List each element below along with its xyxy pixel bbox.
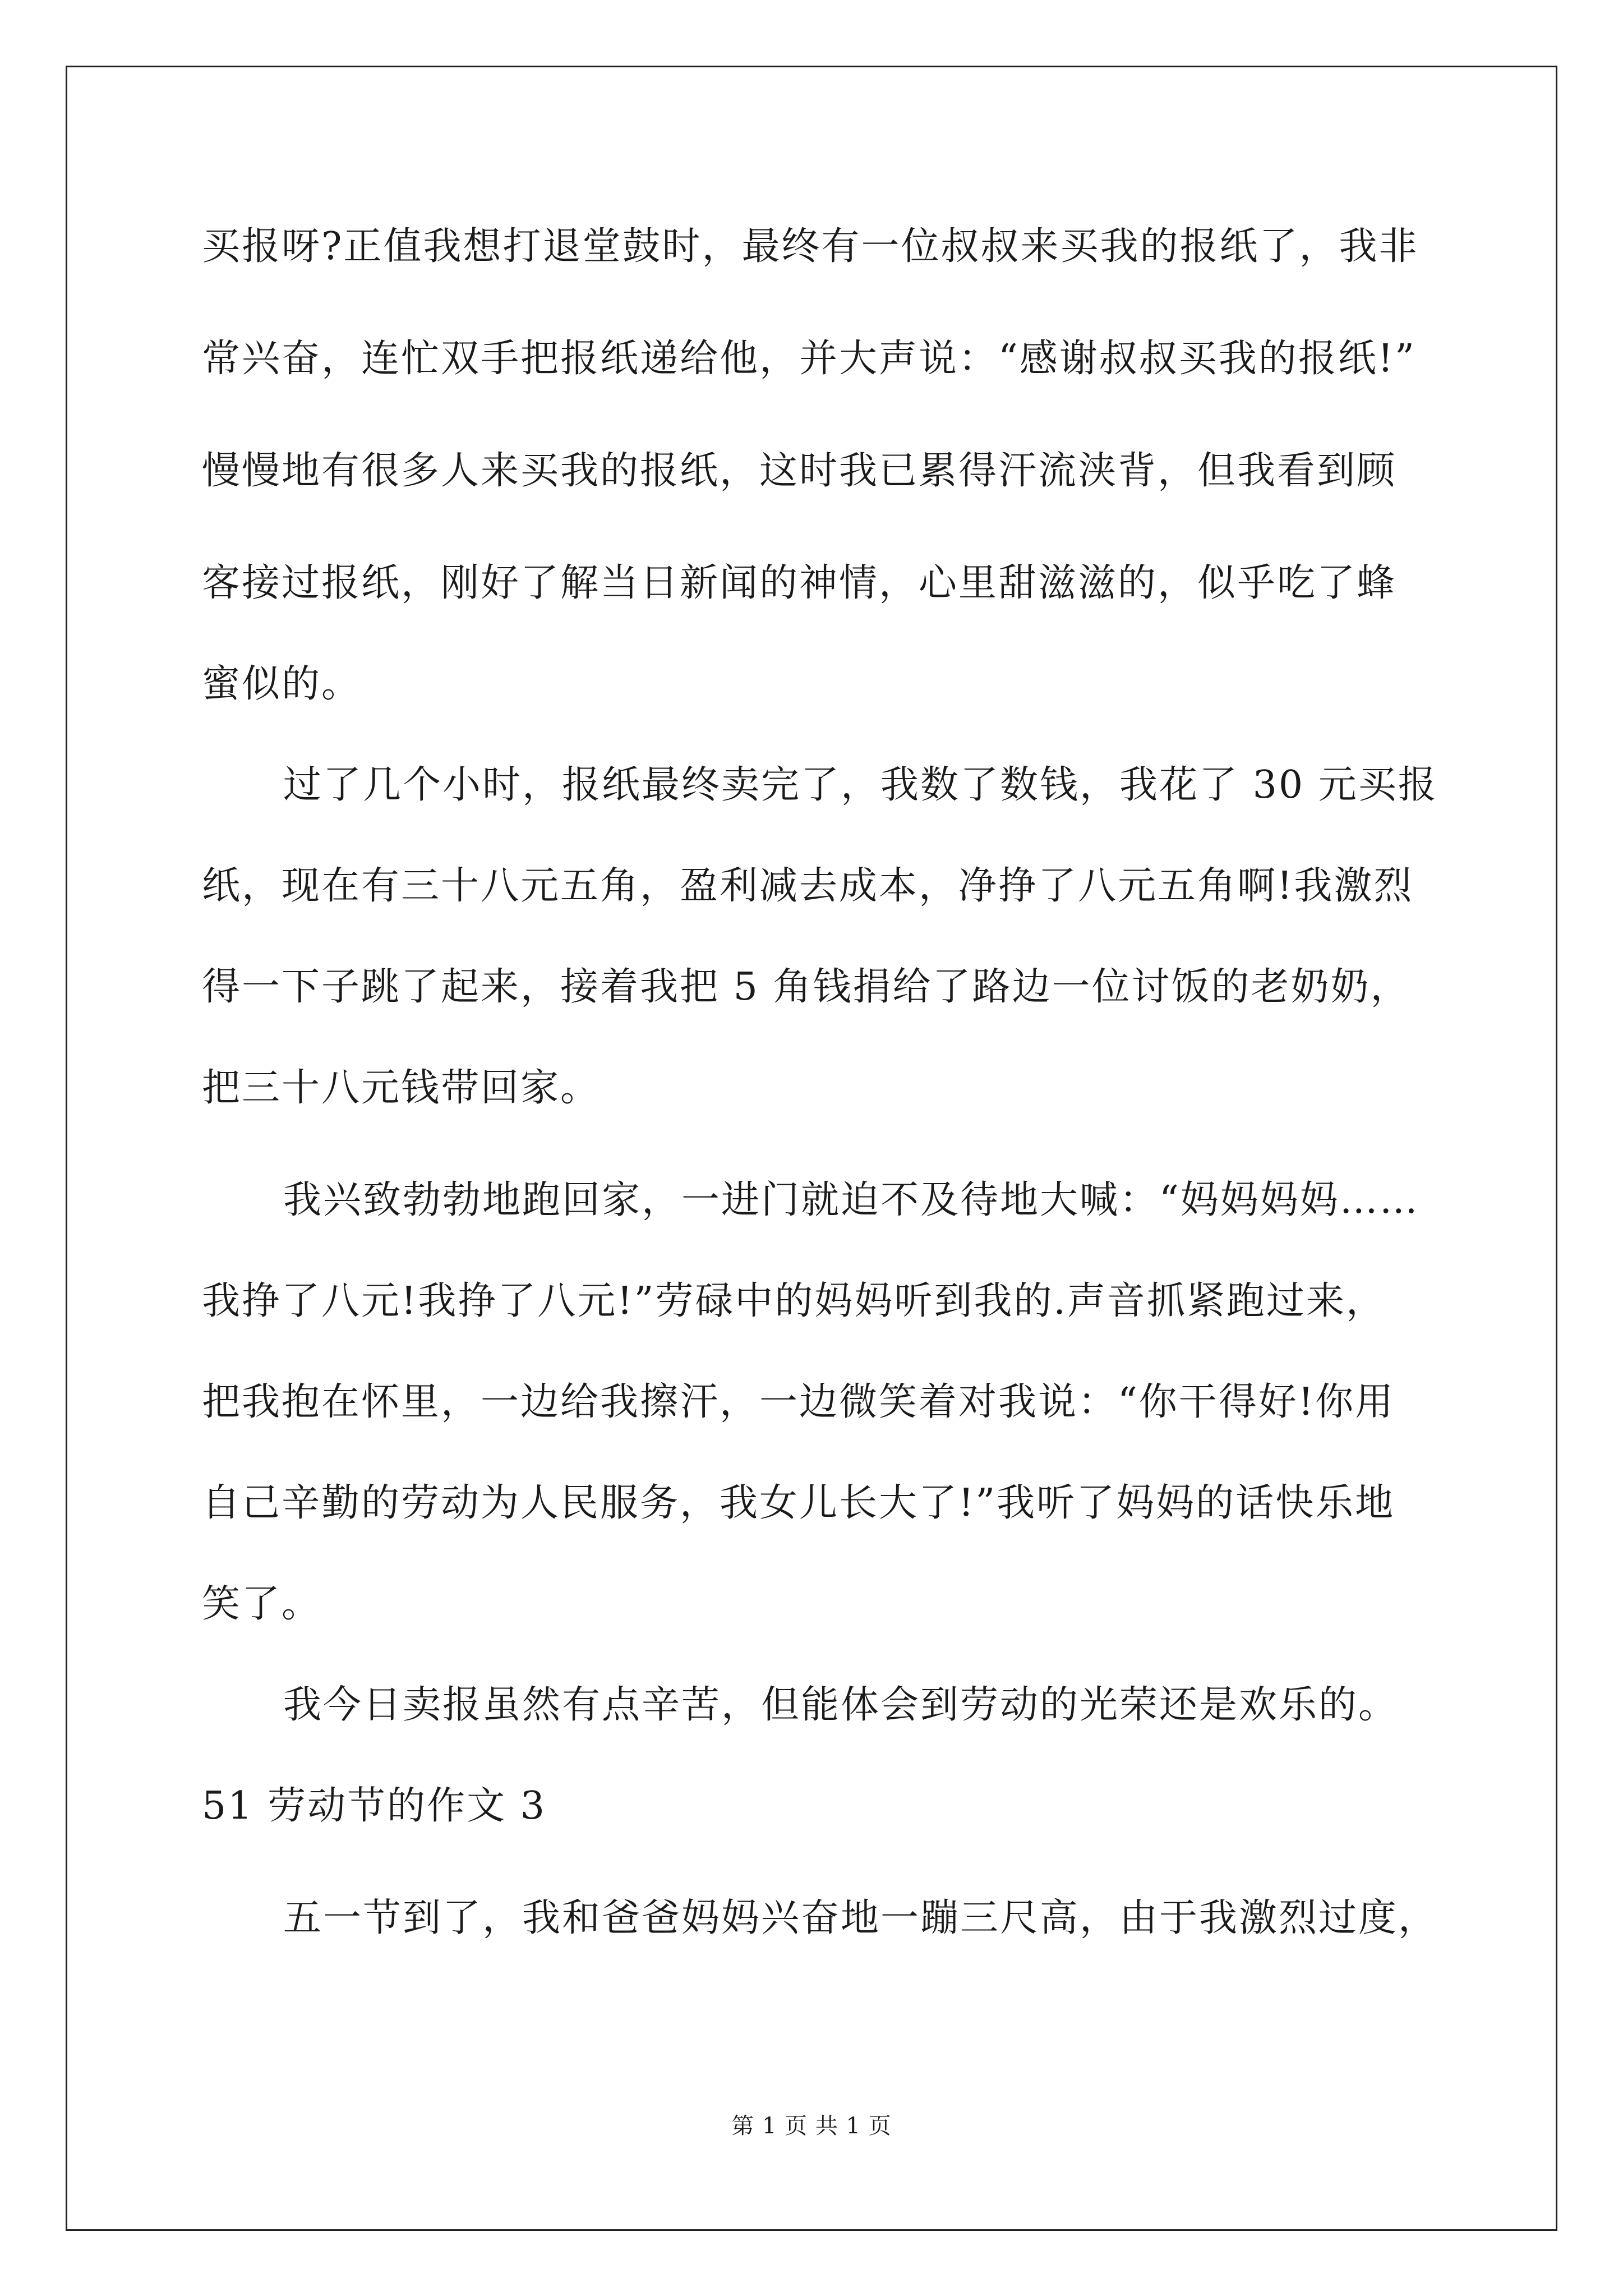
text-line: 慢慢地有很多人来买我的报纸，这时我已累得汗流浃背，但我看到顾 <box>202 449 1397 493</box>
page-footer: 第 1 页 共 1 页 <box>731 2113 892 2139</box>
text-line: 笑了。 <box>202 1582 322 1626</box>
text-line: 得一下子跳了起来，接着我把 5 角钱捐给了路边一位讨饭的老奶奶， <box>202 965 1410 1009</box>
text-line: 蜜似的。 <box>202 662 362 706</box>
paragraph-first-line: 五一节到了，我和爸爸妈妈兴奋地一蹦三尺高，由于我激烈过度， <box>283 1896 1438 1940</box>
text-line: 把三十八元钱带回家。 <box>202 1066 601 1110</box>
text-line: 买报呀?正值我想打退堂鼓时，最终有一位叔叔来买我的报纸了，我非 <box>202 224 1419 269</box>
text-line: 纸，现在有三十八元五角，盈利减去成本，净挣了八元五角啊!我激烈 <box>202 864 1414 908</box>
text-line: 自己辛勤的劳动为人民服务，我女儿长大了!”我听了妈妈的话快乐地 <box>202 1481 1395 1525</box>
paragraph-first-line: 我兴致勃勃地跑回家，一进门就迫不及待地大喊：“妈妈妈妈…… <box>283 1178 1419 1222</box>
section-heading: 51 劳动节的作文 3 <box>202 1784 547 1828</box>
text-line: 常兴奋，连忙双手把报纸递给他，并大声说：“感谢叔叔买我的报纸!” <box>202 337 1416 381</box>
text-line: 把我抱在怀里，一边给我擦汗，一边微笑着对我说：“你干得好!你用 <box>202 1380 1395 1424</box>
text-line: 我挣了八元!我挣了八元!”劳碌中的妈妈听到我的.声音抓紧跑过来， <box>202 1279 1386 1323</box>
paragraph-first-line: 过了几个小时，报纸最终卖完了，我数了数钱，我花了 30 元买报 <box>283 763 1438 807</box>
paragraph-first-line: 我今日卖报虽然有点辛苦，但能体会到劳动的光荣还是欢乐的。 <box>283 1683 1399 1727</box>
text-line: 客接过报纸，刚好了解当日新闻的神情，心里甜滋滋的，似乎吃了蜂 <box>202 561 1397 605</box>
